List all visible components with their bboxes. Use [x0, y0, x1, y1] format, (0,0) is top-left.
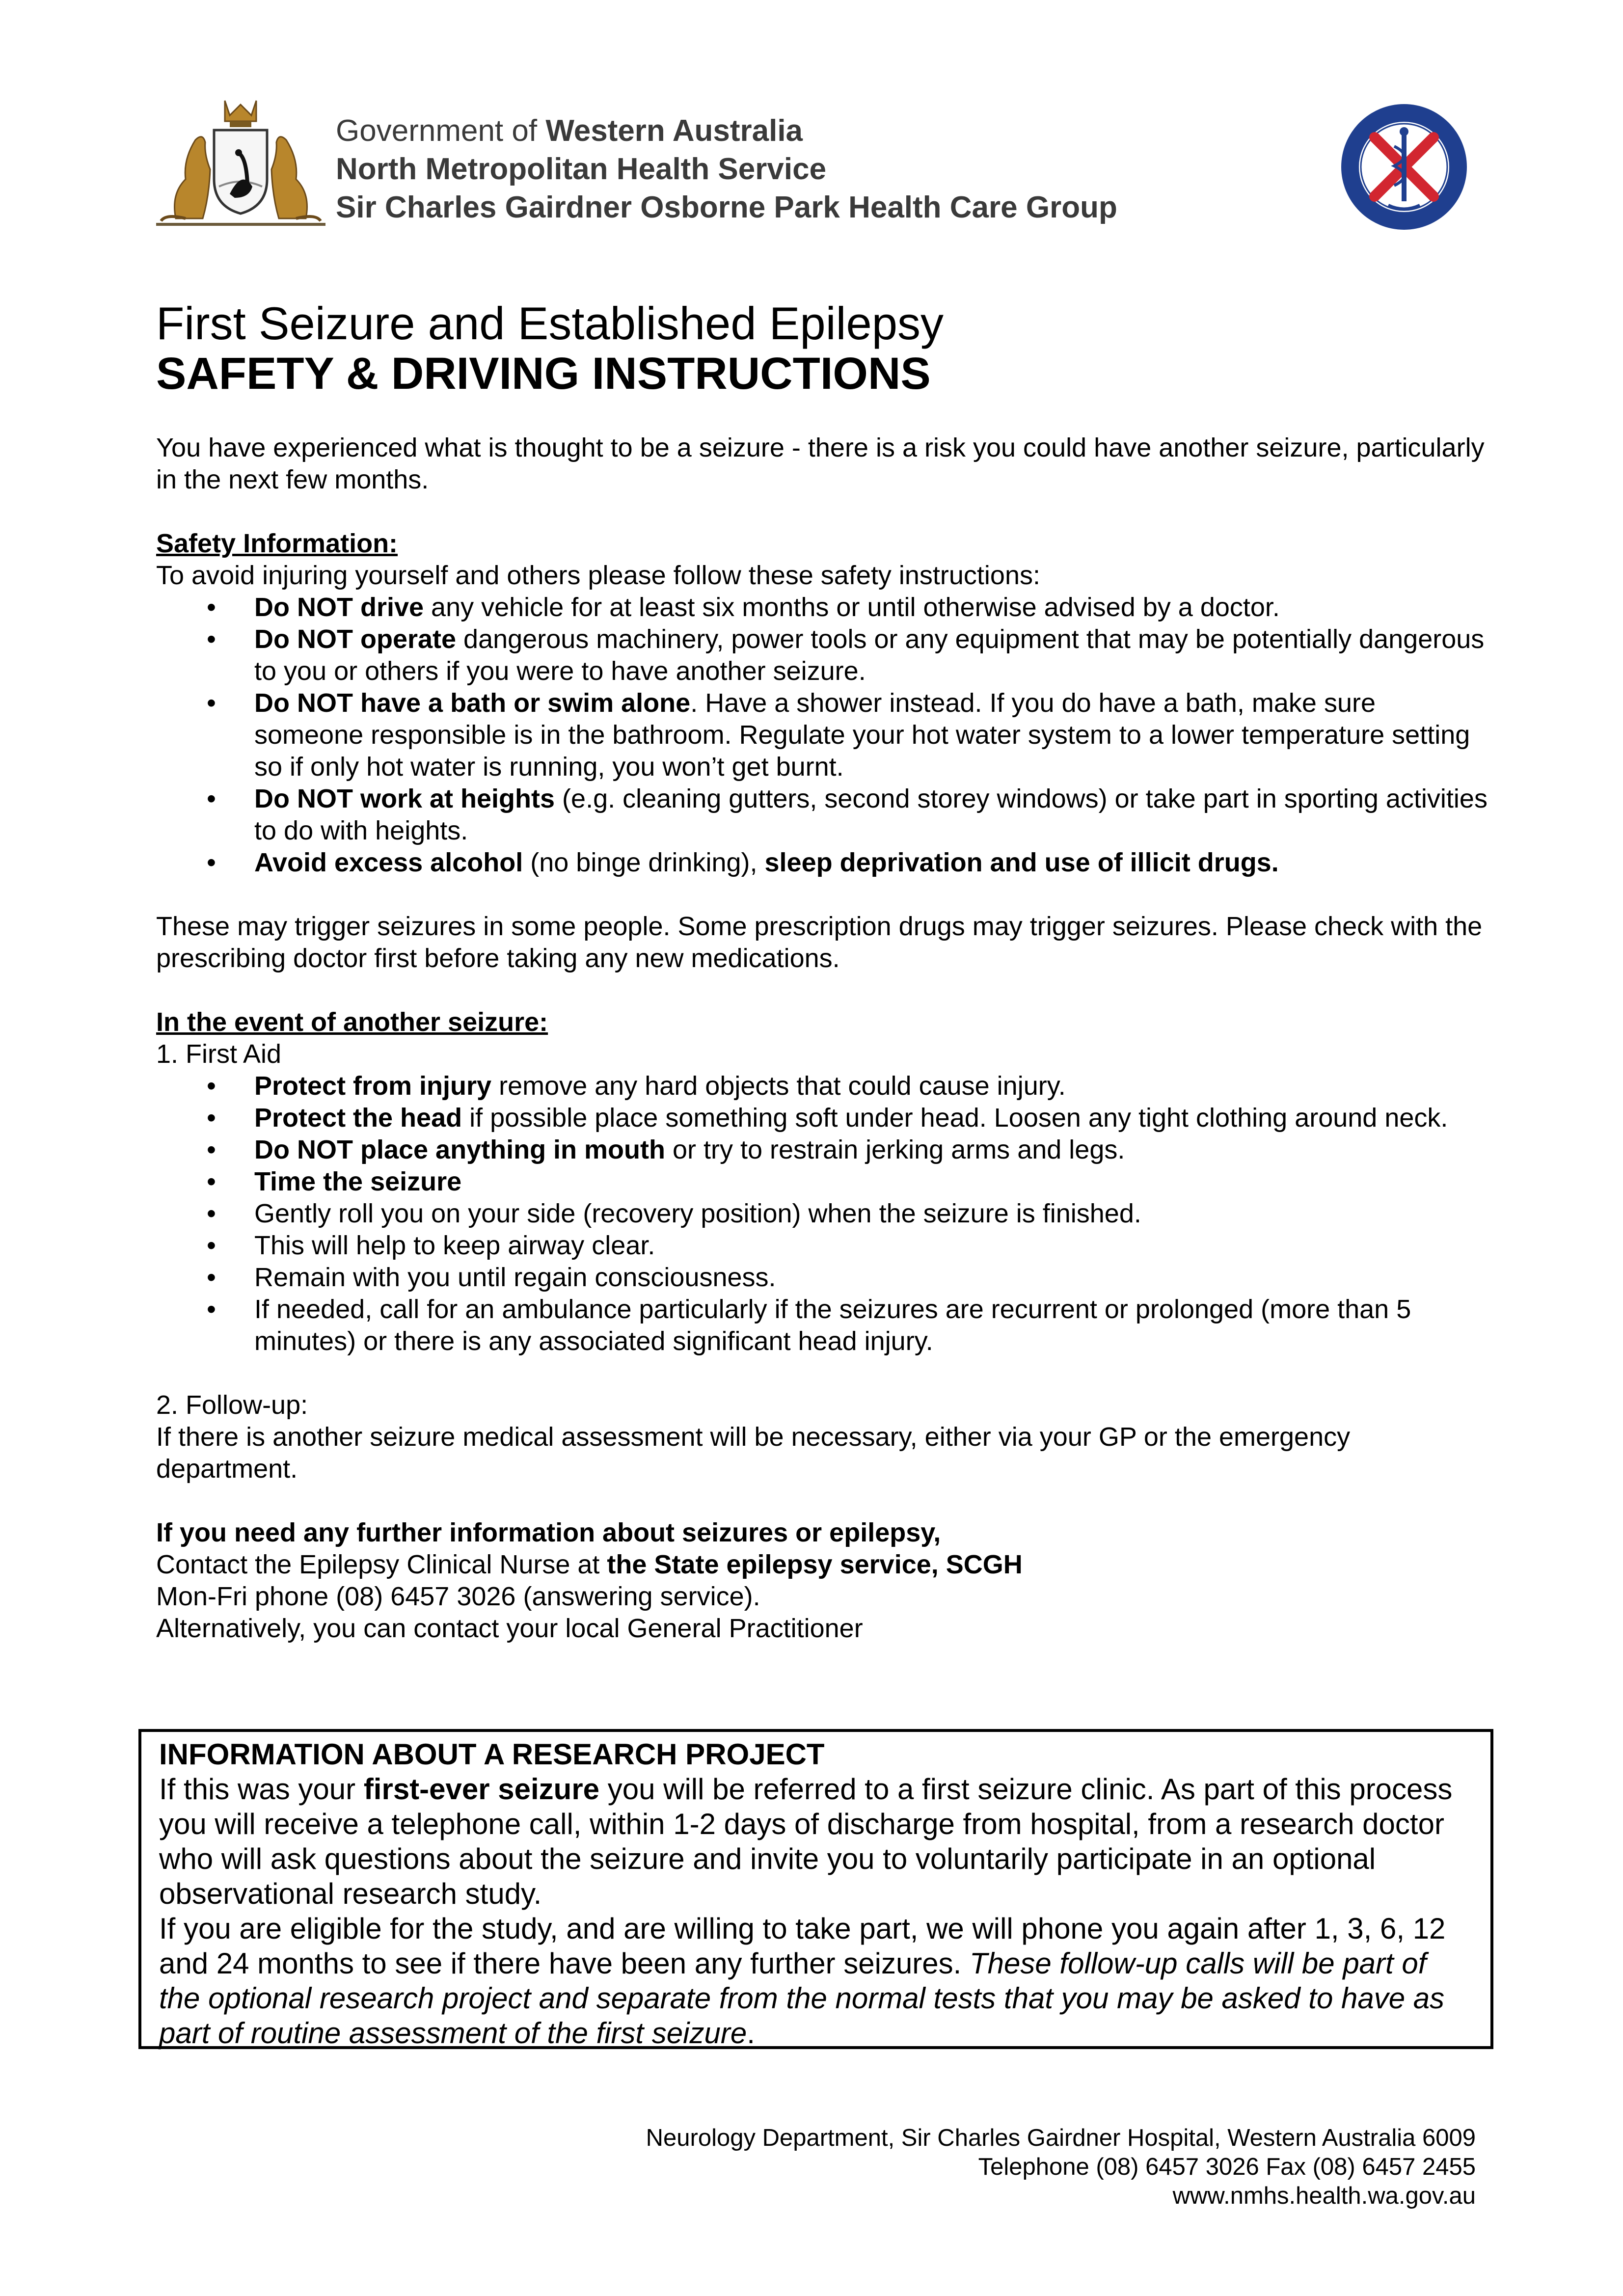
research-paragraph-1: If this was your first-ever seizure you will be referred to a first seizure clinic. As part of this process you will receive a telephone call, within 1-2 days of discharge from hospital, from a research doctor who will ask questions about the seizure and invite you to voluntarily participate in an optional observational research study.: [159, 1773, 1453, 1910]
safety-heading: Safety Information:: [156, 529, 398, 558]
government-heading: [336, 112, 1117, 227]
footer-address: Neurology Department, Sir Charles Gairdner Hospital, Western Australia 6009: [646, 2125, 1476, 2151]
safety-list: [156, 592, 1491, 879]
list-item: • Protect the head if possible place something soft under head. Loosen any tight clothing around neck.: [156, 1102, 1491, 1134]
list-item: • Do NOT drive any vehicle for at least six months or until otherwise advised by a doctor.: [156, 592, 1491, 623]
bullet-icon: •: [207, 1231, 216, 1260]
wa-coat-of-arms-icon: [156, 96, 325, 228]
page-subtitle: SAFETY & DRIVING INSTRUCTIONS: [156, 349, 931, 399]
safety-lead: To avoid injuring yourself and others please follow these safety instructions:: [156, 561, 1040, 590]
list-item: • Avoid excess alcohol (no binge drinking), sleep deprivation and use of illicit drugs.: [156, 847, 1491, 879]
trigger-note: These may trigger seizures in some people. Some prescription drugs may trigger seizures. Please check with the prescribing doctor first before taking any new medications.: [156, 912, 1483, 973]
bullet-icon: •: [207, 593, 216, 622]
bullet-icon: •: [207, 784, 216, 813]
seizure-heading: In the event of another seizure:: [156, 1007, 548, 1037]
contact-line-3: Alternatively, you can contact your local General Practitioner: [156, 1614, 863, 1643]
bullet-icon: •: [207, 624, 216, 654]
list-item: • Time the seizure: [156, 1166, 1491, 1198]
footer-website: www.nmhs.health.wa.gov.au: [1172, 2183, 1476, 2209]
list-item: • This will help to keep airway clear.: [156, 1230, 1491, 1262]
footer-phone: Telephone (08) 6457 3026 Fax (08) 6457 2455: [978, 2154, 1476, 2180]
followup-text: If there is another seizure medical assessment will be necessary, either via your GP or the emergency department.: [156, 1422, 1351, 1484]
list-item: • Do NOT place anything in mouth or try to restrain jerking arms and legs.: [156, 1134, 1491, 1166]
footer: [646, 2124, 1476, 2211]
list-item: • If needed, call for an ambulance particularly if the seizures are recurrent or prolonged (more than 5 minutes) or there is any associated significant head injury.: [207, 1295, 1411, 1356]
bullet-icon: •: [207, 1135, 216, 1164]
bullet-icon: •: [207, 1199, 216, 1228]
contact-heading: If you need any further information about seizures or epilepsy,: [156, 1518, 941, 1547]
main-content: [156, 432, 1491, 1645]
bullet-icon: •: [207, 1263, 216, 1292]
bullet-icon: •: [207, 848, 216, 877]
followup-label: 2. Follow-up:: [156, 1390, 308, 1420]
bullet-icon: •: [207, 1071, 216, 1101]
research-title: INFORMATION ABOUT A RESEARCH PROJECT: [159, 1738, 825, 1771]
bullet-icon: •: [207, 1103, 216, 1133]
research-info-box: [138, 1729, 1493, 2049]
gov-prefix: Government of: [336, 114, 546, 148]
bullet-icon: •: [207, 1167, 216, 1196]
list-item: • Remain with you until regain consciousness.: [156, 1262, 1491, 1294]
contact-line-2: Mon-Fri phone (08) 6457 3026 (answering service).: [156, 1582, 760, 1611]
list-item: • Do NOT have a bath or swim alone. Have a shower instead. If you do have a bath, make sure someone responsible is in the bathroom. Regulate your hot water system to a lower temperature setting so if only hot water is running, you won’t get burnt.: [207, 688, 1470, 782]
hospital-seal-icon: [1339, 102, 1469, 232]
care-group-name: Sir Charles Gairdner Osborne Park Health Care Group: [336, 190, 1117, 224]
research-paragraph-2: If you are eligible for the study, and are willing to take part, we will phone you again after 1, 3, 6, 12 and 24 months to see if there have been any further seizures. These follow-up calls will be part of the optional research project and separate from the normal tests that you may be asked to have as part of routine assessment of the first seizure.: [159, 1912, 1446, 2050]
health-service-name: North Metropolitan Health Service: [336, 152, 827, 186]
list-item: • Do NOT work at heights (e.g. cleaning gutters, second storey windows) or take part in sporting activities to do with heights.: [207, 784, 1488, 845]
bullet-icon: •: [207, 1295, 216, 1324]
first-aid-list: [156, 1070, 1491, 1357]
bullet-icon: •: [207, 688, 216, 718]
list-item: • Do NOT operate dangerous machinery, power tools or any equipment that may be potentially dangerous to you or others if you were to have another seizure.: [207, 624, 1485, 686]
contact-line-1: Contact the Epilepsy Clinical Nurse at the State epilepsy service, SCGH: [156, 1550, 1023, 1579]
page-title: First Seizure and Established Epilepsy: [156, 297, 944, 349]
first-aid-label: 1. First Aid: [156, 1039, 282, 1069]
list-item: • Protect from injury remove any hard objects that could cause injury.: [156, 1070, 1491, 1102]
gov-state: Western Australia: [545, 114, 803, 148]
intro-paragraph: You have experienced what is thought to be a seizure - there is a risk you could have another seizure, particularly in the next few months.: [156, 433, 1485, 494]
list-item: • Gently roll you on your side (recovery position) when the seizure is finished.: [156, 1198, 1491, 1230]
